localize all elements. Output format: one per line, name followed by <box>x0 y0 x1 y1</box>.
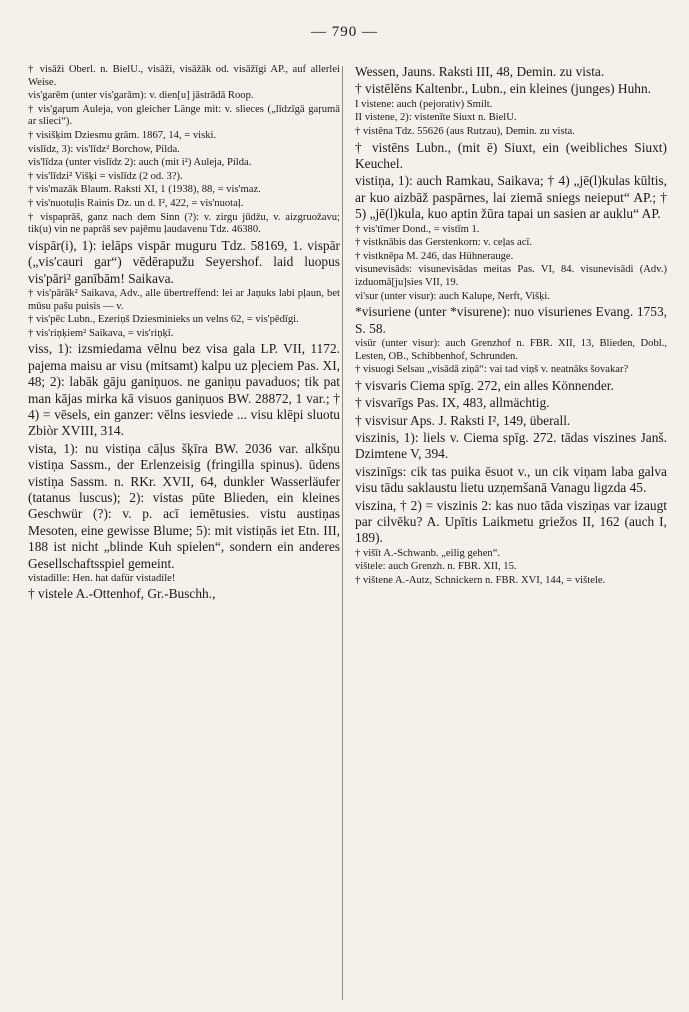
dictionary-entry: † vistēna Tdz. 55626 (aus Rutzau), Demin. zu vista. <box>355 126 575 137</box>
dictionary-entry: † vis'riņķiem² Saikava, = vis'riņķī. <box>28 327 174 339</box>
dictionary-entry: visūr (unter visur): auch Grenzhof n. FBR. XII, 13, Blieden, Dobl., Lesten, OB., Schibbenhof, Schrunden. <box>355 338 667 362</box>
dictionary-entry: I vistene: auch (pejorativ) Smilt. <box>355 98 493 110</box>
dictionary-entry: † vistknābis das Gerstenkorn: v. ceļas acī. <box>355 237 533 249</box>
dictionary-entry: † vistēlēns Kaltenbr., Lubn., ein kleines (junges) Huhn. <box>355 81 652 97</box>
dictionary-entry: vi'sur (unter visur): auch Kalupe, Nerft, Višķi. <box>355 290 550 302</box>
dictionary-entry: viszinīgs: cik tas puika ēsuot v., un cik viņam laba galva visu tādu saklaustu lietu uzņemšanā Vanagu ligzda 45. <box>355 463 667 496</box>
right-column <box>355 64 667 589</box>
dictionary-entry: viszinis, 1): liels v. Ciema spīg. 272. tādas viszines Janš. Dzimtene V, 394. <box>355 430 667 462</box>
dictionary-entry: visunevisāds: visunevisādas meitas Pas. VI, 84. visunevisādi (Adv.) izduomā[ju]sies VII, 19. <box>355 264 667 288</box>
dictionary-entry: vislīdz, 3): vis'līdz² Borchow, Pilda. <box>28 143 180 155</box>
dictionary-entry: † vistēns Lubn., (mit ē) Siuxt, ein (weibliches Siuxt) Keuchel. <box>355 139 667 171</box>
dictionary-entry: vispār(i), 1): ielāps vispār muguru Tdz. 58169, 1. vispār („vis'cauri gar“) vēdērapužu Seyershof. laid luopus vis'pāri² ganībām! Saikava. <box>28 237 340 286</box>
dictionary-entry: † vis'nuotuļis Rainis Dz. un d. I², 422, = vis'nuotaļ. <box>28 197 244 209</box>
dictionary-entry: † vis'pārāk² Saikava, Adv., alle übertreffend: lei ar Jaņuks labi pļaun, bet mūsu pašu puisis — v. <box>28 287 340 312</box>
dictionary-entry: Wessen, Jauns. Raksti III, 48, Demin. zu vista. <box>355 64 605 79</box>
dictionary-entry: † višīt A.-Schwanb. „eilig gehen“. <box>355 547 501 559</box>
dictionary-entry: † visāži Oberl. n. BielU., visāži, visāžāk od. visāžīgi AP., auf allerlei Weise. <box>28 64 340 88</box>
dictionary-entry: II vistene, 2): vistenīte Siuxt n. BielU. <box>355 112 517 124</box>
dictionary-entry: vistiņa, 1): auch Ramkau, Saikava; † 4) „jē(l)kulas kūltis, ar kuo aizbāž paspārnes, lai ziemā sniegs neieput“ AP.; † 5) „jē(l)kula, kuo aptin žūra tapai un sasien ar auklu“ AP. <box>355 173 667 222</box>
left-column <box>28 64 340 602</box>
dictionary-entry: † visišķim Dziesmu grām. 1867, 14, = viski. <box>28 129 217 141</box>
dictionary-entry: vištele: auch Grenzh. n. FBR. XII, 15. <box>355 561 517 573</box>
dictionary-entry: † vis'tīmer Dond., = vistīm 1. <box>355 223 480 235</box>
dictionary-entry: † vispaprāš, ganz nach dem Sinn (?): v. zirgu jūdžu, v. aizgruožavu; tik(u) vin ne paprāš sev pajēmu ļaudavenu Tdz. 46380. <box>28 211 340 236</box>
dictionary-entry: vista, 1): nu vistiņa cāļus šķīra BW. 2036 var. alkšņu vistiņa Sassm., der Erlenzeisig (fringilla spinus). ūdens vistiņa Sassm. n. RKr. XVII, 64, dunkler Wasserläufer (tatanus luscus); 2): vistas pūte Blieden, ein kleines Geschwür (?): v. p. acī iemētusies. vistu austiņas Mesoten, eine gewisse Blume; 5): mit vistiņās iet Etn. III, 188 ist nicht „blinde Kuh spielen“, sondern ein anderes Gesellschaftsspiel gemeint. <box>28 440 340 571</box>
page-number: — 790 — <box>311 24 378 40</box>
dictionary-entry: viss, 1): izsmiedama vēlnu bez visa gala LP. VII, 1172. pajema maisu ar visu (mitsamt) kalpu uz pļeciem Pas. XI, 48; 2): labāk gāju ganiņuos. ne ganiņu pavaduos; tik pat man kājas mirka kā visuos ganiņuos BW. 28872, 1 var.; † 4) = vēsels, ein ganzer: vēlns iesviede ... visu klēpi sluotu Zbiòr XVIII, 314. <box>28 341 340 439</box>
dictionary-entry: † visuogi Selsau „visādā ziņā“: vai tad viņš v. neatnāks šovakar? <box>355 364 629 376</box>
dictionary-entry: viszina, † 2) = viszinis 2: kas nuo tāda visziņas var izaugt par cilvēku? A. Upītis Laikmetu griežos II, 162 (auch I, 189). <box>355 497 667 546</box>
dictionary-entry: † visvarīgs Pas. IX, 483, allmächtig. <box>355 395 550 411</box>
dictionary-entry: vistadille: Hen. hat dafür vistadile! <box>28 573 176 584</box>
dictionary-entry: vis'līdza (unter vislīdz 2): auch (mit i²) Auleja, Pilda. <box>28 157 252 169</box>
dictionary-entry: † vistele A.-Ottenhof, Gr.-Buschh., <box>28 585 216 601</box>
dictionary-entry: † visvisur Aps. J. Raksti I², 149, überall. <box>355 412 571 428</box>
dictionary-entry: vis'garēm (unter vis'garām): v. dien[u] jāstrādā Roop. <box>28 90 254 102</box>
dictionary-entry: † vis'pēc Lubn., Ezeriņš Dziesminieks un velns 62, = vis'pēdīgi. <box>28 314 299 326</box>
dictionary-entry: † vistknēpa M. 246, das Hühnerauge. <box>355 250 514 262</box>
column-divider <box>342 66 343 1000</box>
dictionary-entry: † vis'līdzi² Višķi = vislīdz (2 od. 3?). <box>28 170 183 182</box>
dictionary-entry: † vis'gaŗum Auleja, von gleicher Länge mit: v. slieces („līdzīgā gaŗumā ar slieci“). <box>28 103 340 128</box>
dictionary-entry: *visuriene (unter *visurene): nuo visurienes Evang. 1753, S. 58. <box>355 304 667 336</box>
dictionary-entry: † vis'mazāk Blaum. Raksti XI, 1 (1938), 88, = vis'maz. <box>28 184 261 196</box>
dictionary-entry: † visvaris Ciema spīg. 272, ein alles Könnender. <box>355 377 614 393</box>
dictionary-entry: † vištene A.-Autz, Schnickern n. FBR. XVI, 144, = vištele. <box>355 575 606 587</box>
